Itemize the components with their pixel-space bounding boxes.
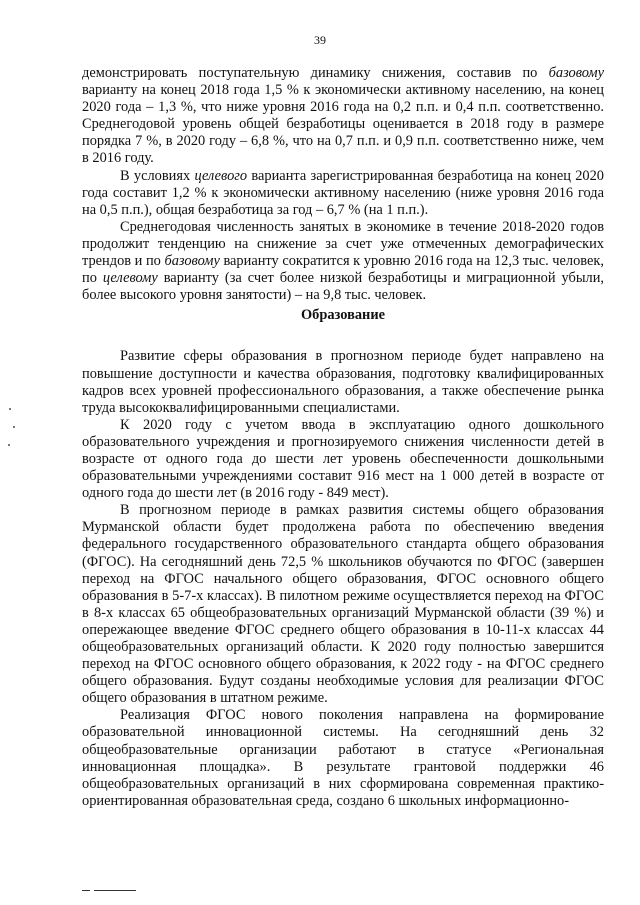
text-run: Развитие сферы образования в прогнозном периоде будет направлено на повышение доступности и качества образования, подготовку квалифицированных кадров всех уровней профессионального образования, а также обеспечение рынка труда высококвалифицированными специалистами. xyxy=(82,348,604,416)
text-run: Реализация ФГОС нового поколения направлена на формирование образовательной инновационной системы. На сегодняшний день 32 общеобразовательные организации работают в статусе «Региональная инновационная площадка». В результате грантовой поддержки 46 общеобразовательных организаций в них сформирована современная практико-ориентированная образовательная среда, создано 6 школьных информационно- xyxy=(82,707,604,809)
text-run: К 2020 году с учетом ввода в эксплуатацию одного дошкольного образовательного учреждения и прогнозируемого снижения численности детей в возрасте от одного года до шести лет уровень обеспеченности дошкольными образовательными учреждениями составит 916 мест на 1 000 детей в возрасте от одного года до шести лет (в 2016 году - 849 мест). xyxy=(82,416,604,502)
document-body xyxy=(82,65,604,810)
paragraph-unemployment-base xyxy=(82,65,604,168)
text-run: демонстрировать поступательную динамику снижения, составив по xyxy=(82,65,549,81)
italic-term: базовому xyxy=(548,65,604,81)
text-run: варианту на конец 2018 года 1,5 % к экономически активному населению, на конец 2020 года – 1,3 %, что ниже уровня 2016 года на 0,2 п.п. и 0,4 п.п. соответственно. Среднегодовой уровень общей безработицы оценивается в 2018 году в размере порядка 7 %, в 2020 году – 6,8 %, что на 0,7 п.п. и 0,9 п.п. соответственно ниже, чем в 2016 году. xyxy=(82,82,604,167)
italic-term: целевому xyxy=(102,270,158,287)
paragraph-unemployment-target xyxy=(82,168,604,219)
text-run: варианта зарегистрированная безработица на конец 2020 года составит 1,2 % к экономически активному населению (ниже уровня 2016 года на 0,5 п.п.), общая безработица за год – 6,7 % (на 1 п.п.). xyxy=(82,167,604,218)
text-run: В условиях xyxy=(120,167,195,184)
scan-edge-mark xyxy=(9,408,11,410)
text-run: В прогнозном периоде в рамках развития системы общего образования Мурманской области будет продолжена работа по обеспечению введения федерального государственного образовательного стандарта общего образования (ФГОС). На сегодняшний день 72,5 % школьников обучаются по ФГОС (завершен переход на ФГОС начального общего образования, ФГОС основного общего образования в 5-7-х классах). В пилотном режиме осуществляется переход на ФГОС в 8-х классах 65 общеобразовательных организаций Мурманской области (39 %) и опережающее введение ФГОС среднего общего образования в 10-11-х классах 44 общеобразовательных организаций области. К 2020 году полностью завершится переход на ФГОС основного общего образования, к 2022 году - на ФГОС среднего общего образования. Будут созданы необходимые условия для реализации ФГОС общего образования в штатном режиме. xyxy=(82,502,604,707)
footer-rule xyxy=(94,890,136,891)
section-heading: Образование xyxy=(300,307,386,324)
paragraphs-before-heading xyxy=(82,65,604,304)
page-number: 39 xyxy=(314,33,326,47)
paragraphs-after-heading xyxy=(82,348,604,810)
italic-term: целевого xyxy=(194,167,248,184)
paragraph-preschool xyxy=(82,417,604,502)
text-run: Среднегодовая численность занятых в экономике в течение 2018-2020 годов продолжит тенденцию на снижение за счет уже отмеченных демографических трендов и по xyxy=(82,218,604,270)
paragraph-fgos xyxy=(82,502,604,707)
text-run: варианту сократится к уровню 2016 года на 12,3 тыс. человек, по xyxy=(82,253,604,287)
italic-term: базовому xyxy=(164,253,220,270)
scan-edge-mark xyxy=(8,444,10,446)
footer-rule xyxy=(82,890,90,891)
text-run: варианту (за счет более низкой безработицы и миграционной убыли, более высокого уровня занятости) – на 9,8 тыс. человек. xyxy=(82,270,604,304)
paragraph-employment xyxy=(82,219,604,304)
scan-edge-mark xyxy=(13,426,15,428)
paragraph-innovation xyxy=(82,707,604,810)
paragraph-education-intro xyxy=(82,348,604,416)
